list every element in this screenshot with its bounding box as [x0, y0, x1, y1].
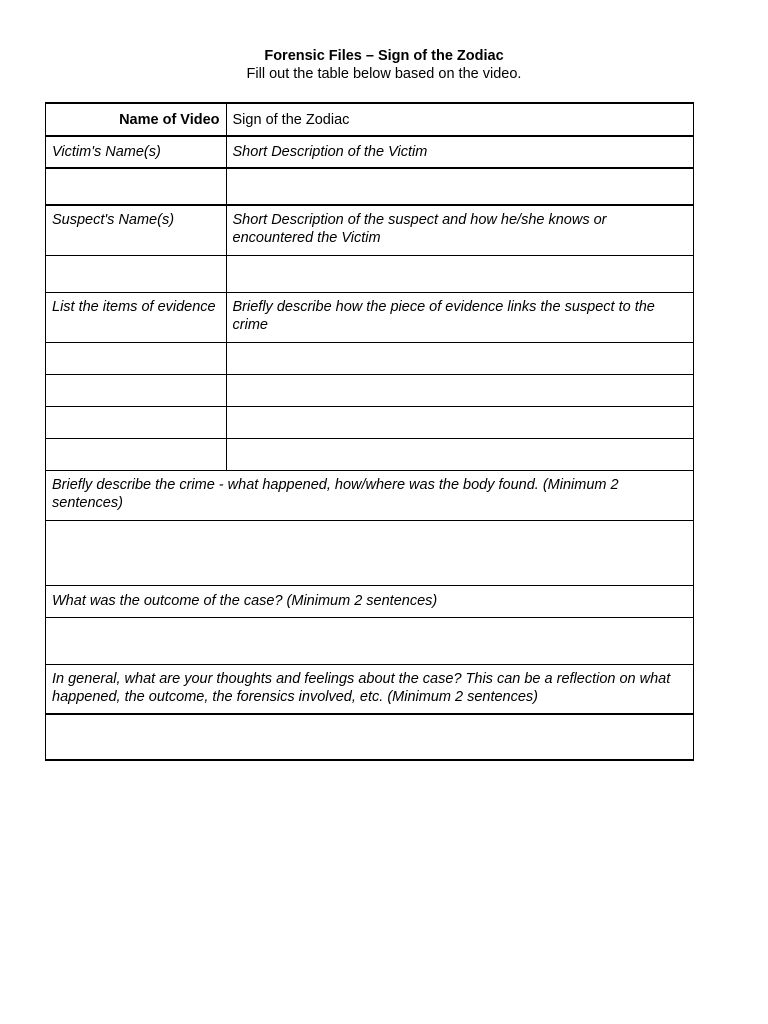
- worksheet-instructions: Fill out the table below based on the video.: [246, 66, 522, 82]
- suspect-name-label: Suspect's Name(s): [46, 205, 227, 255]
- crime-description-answer-cell[interactable]: [46, 520, 694, 585]
- evidence-item-cell[interactable]: [46, 438, 227, 470]
- suspect-description-answer-cell[interactable]: [226, 255, 693, 292]
- victim-name-label: Victim's Name(s): [46, 136, 227, 168]
- suspect-name-answer-cell[interactable]: [46, 255, 227, 292]
- evidence-link-cell[interactable]: [226, 374, 693, 406]
- evidence-link-cell[interactable]: [226, 406, 693, 438]
- evidence-item-cell[interactable]: [46, 342, 227, 374]
- thoughts-prompt: In general, what are your thoughts and feelings about the case? This can be a reflection on what happened, the outcome, the forensics involved, etc. (Minimum 2 sentences): [46, 664, 694, 714]
- crime-description-prompt: Briefly describe the crime - what happened, how/where was the body found. (Minimum 2 sentences): [46, 470, 694, 520]
- worksheet-title: Forensic Files – Sign of the Zodiac: [264, 48, 504, 64]
- evidence-link-cell[interactable]: [226, 342, 693, 374]
- victim-description-label: Short Description of the Victim: [226, 136, 693, 168]
- worksheet-header: [0, 47, 768, 83]
- victim-name-answer-cell[interactable]: [46, 168, 227, 205]
- evidence-list-label: List the items of evidence: [46, 292, 227, 342]
- case-outcome-prompt: What was the outcome of the case? (Minimum 2 sentences): [46, 585, 694, 617]
- name-of-video-value: Sign of the Zodiac: [226, 103, 693, 136]
- evidence-item-cell[interactable]: [46, 374, 227, 406]
- thoughts-answer-cell[interactable]: [46, 714, 694, 760]
- suspect-description-label: Short Description of the suspect and how he/she knows or encountered the Victim: [226, 205, 693, 255]
- victim-description-answer-cell[interactable]: [226, 168, 693, 205]
- worksheet-table: [45, 102, 694, 761]
- evidence-link-cell[interactable]: [226, 438, 693, 470]
- name-of-video-label: Name of Video: [46, 103, 227, 136]
- evidence-description-label: Briefly describe how the piece of evidence links the suspect to the crime: [226, 292, 693, 342]
- case-outcome-answer-cell[interactable]: [46, 617, 694, 664]
- evidence-item-cell[interactable]: [46, 406, 227, 438]
